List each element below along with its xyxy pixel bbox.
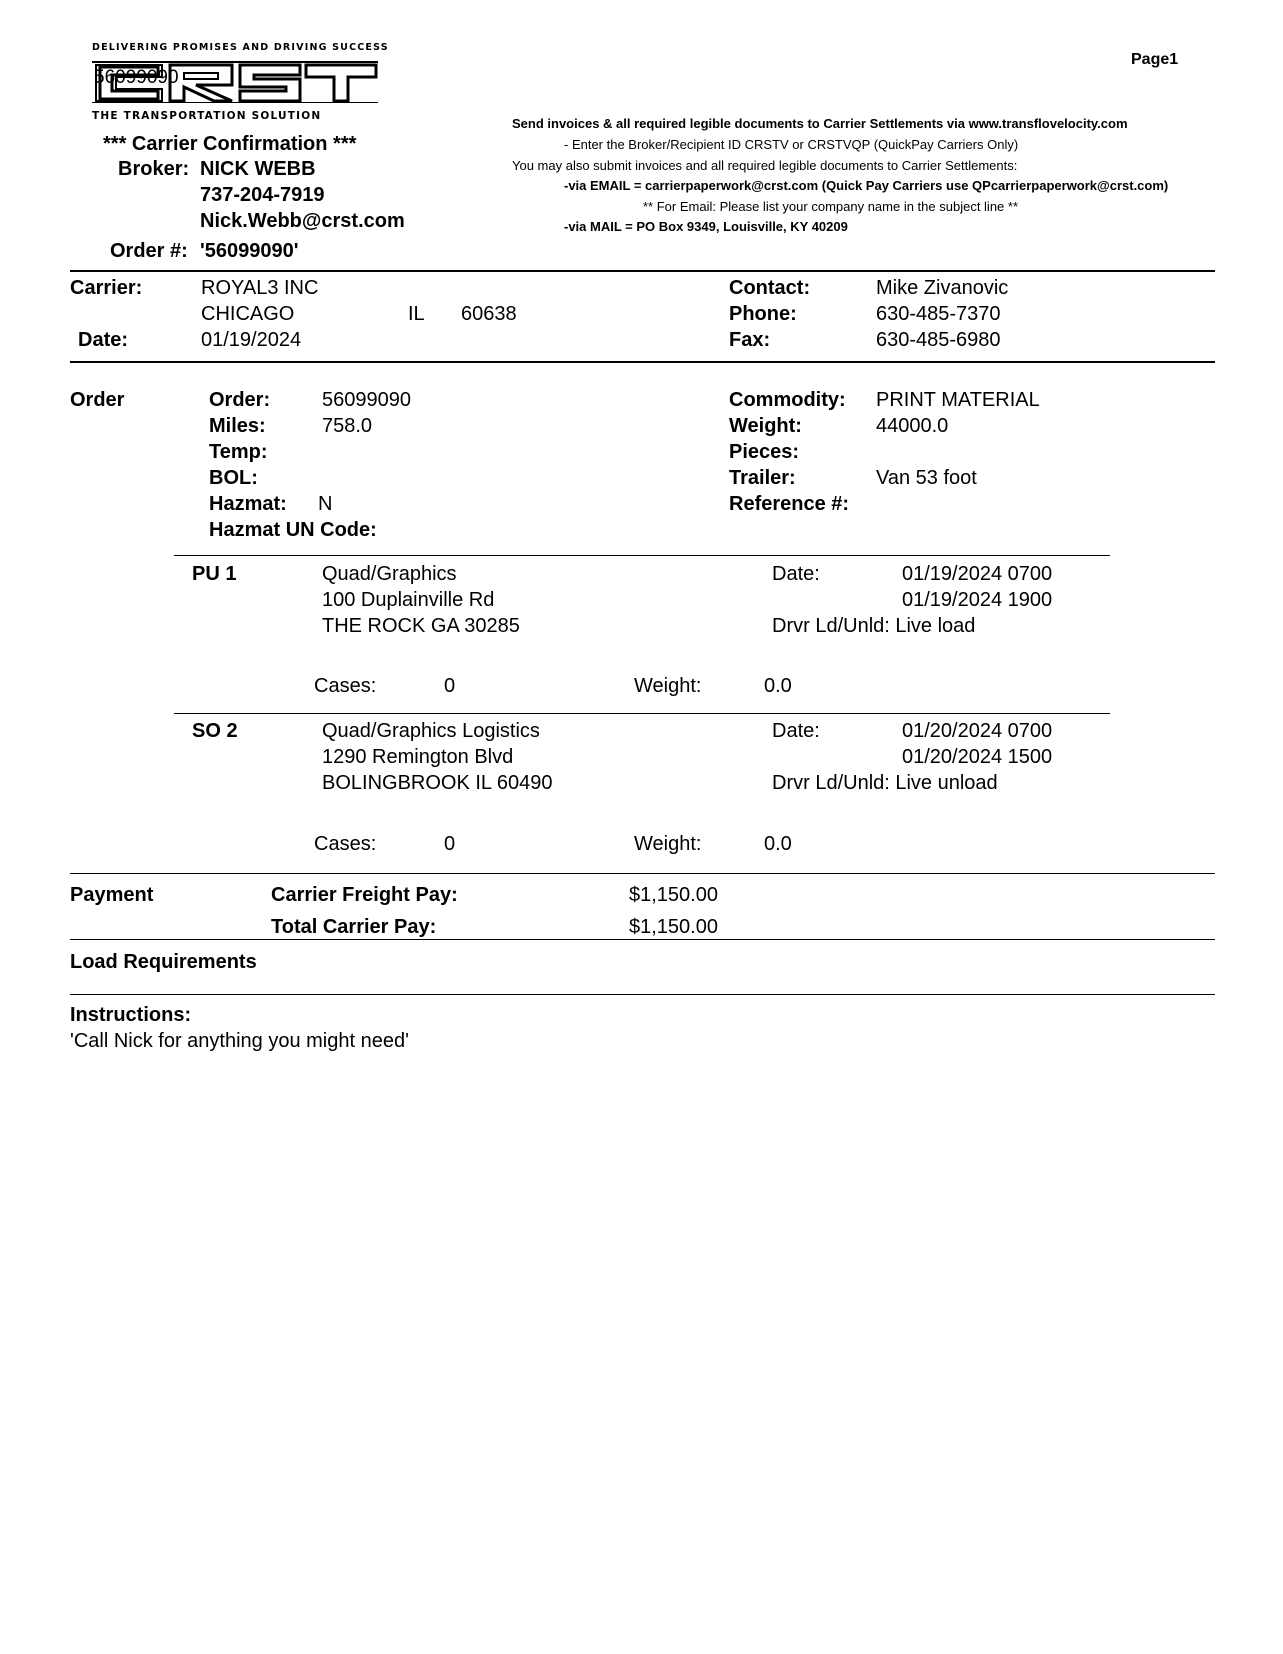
stop-code: PU 1 (192, 563, 237, 585)
fax-label: Fax: (729, 329, 771, 351)
carrier-city: CHICAGO (201, 303, 295, 325)
stop-city: BOLINGBROOK IL 60490 (322, 772, 553, 794)
stop-date-label: Date: (772, 720, 820, 742)
stop-driver-load: Drvr Ld/Unld: Live load (772, 615, 976, 637)
stop-date-to: 01/20/2024 1500 (902, 746, 1053, 768)
freight-pay-value: $1,150.00 (629, 884, 718, 906)
page-number: Page1 (1131, 51, 1179, 68)
weight-label: Weight: (729, 415, 802, 437)
divider (70, 939, 1215, 940)
freight-pay-label: Carrier Freight Pay: (271, 884, 458, 906)
contact-name: Mike Zivanovic (876, 277, 1009, 299)
stop-date-from: 01/20/2024 0700 (902, 720, 1053, 742)
stop-code: SO 2 (192, 720, 238, 742)
stop-driver-load: Drvr Ld/Unld: Live unload (772, 772, 998, 794)
invoice-info-email-note: ** For Email: Please list your company name in the subject line ** (643, 199, 1019, 214)
invoice-info-email: -via EMAIL = carrierpaperwork@crst.com (Quick Pay Carriers use QPcarrierpaperwork@crst.com) (564, 178, 1169, 193)
stop-date-label: Date: (772, 563, 820, 585)
commodity-value: PRINT MATERIAL (876, 389, 1040, 411)
divider (70, 270, 1215, 272)
stop-name: Quad/Graphics Logistics (322, 720, 540, 742)
divider (70, 361, 1215, 363)
broker-name: NICK WEBB (200, 158, 316, 180)
divider (70, 994, 1215, 995)
order-label: Order: (209, 389, 271, 411)
carrier-label: Carrier: (70, 277, 143, 299)
invoice-info-line-1: Send invoices & all required legible documents to Carrier Settlements via www.transflovelocity.com (512, 116, 1128, 131)
stop-date-from: 01/19/2024 0700 (902, 563, 1053, 585)
stop-weight-value: 0.0 (764, 675, 792, 697)
commodity-label: Commodity: (729, 389, 846, 411)
contact-fax: 630-485-6980 (876, 329, 1001, 351)
total-pay-value: $1,150.00 (629, 916, 718, 938)
invoice-info-line-3: You may also submit invoices and all required legible documents to Carrier Settlements: (512, 158, 1018, 173)
stop-date-to: 01/19/2024 1900 (902, 589, 1053, 611)
divider (174, 713, 1110, 714)
logo-overlay-order: 56099090 (94, 67, 179, 88)
total-pay-label: Total Carrier Pay: (271, 916, 437, 938)
payment-section-label: Payment (70, 884, 154, 906)
order-section-label: Order (70, 389, 125, 411)
stop-cases-value: 0 (444, 675, 456, 697)
order-value: 56099090 (322, 389, 411, 411)
weight-value: 44000.0 (876, 415, 949, 437)
contact-phone: 630-485-7370 (876, 303, 1001, 325)
contact-label: Contact: (729, 277, 811, 299)
stop-cases-label: Cases: (314, 833, 377, 855)
instructions-label: Instructions: (70, 1004, 192, 1026)
stop-address: 1290 Remington Blvd (322, 746, 514, 768)
stop-weight-value: 0.0 (764, 833, 792, 855)
temp-label: Temp: (209, 441, 268, 463)
trailer-value: Van 53 foot (876, 467, 977, 489)
phone-label: Phone: (729, 303, 797, 325)
logo-tagline-bottom: THE TRANSPORTATION SOLUTION (92, 110, 322, 122)
carrier-state: IL (408, 303, 425, 325)
miles-value: 758.0 (322, 415, 373, 437)
order-number-label: Order #: (110, 240, 188, 262)
trailer-label: Trailer: (729, 467, 796, 489)
carrier-name: ROYAL3 INC (201, 277, 319, 299)
stop-city: THE ROCK GA 30285 (322, 615, 520, 637)
invoice-info-mail: -via MAIL = PO Box 9349, Louisville, KY 40209 (564, 219, 848, 234)
order-number-value: '56099090' (200, 240, 299, 262)
stop-address: 100 Duplainville Rd (322, 589, 495, 611)
stop-weight-label: Weight: (634, 675, 702, 697)
broker-label: Broker: (118, 158, 190, 180)
carrier-date-label: Date: (78, 329, 129, 351)
stop-cases-label: Cases: (314, 675, 377, 697)
reference-label: Reference #: (729, 493, 850, 515)
stop-cases-value: 0 (444, 833, 456, 855)
broker-phone: 737-204-7919 (200, 184, 325, 206)
confirmation-title: *** Carrier Confirmation *** (103, 133, 357, 155)
hazmat-label: Hazmat: (209, 493, 287, 515)
divider (174, 555, 1110, 556)
broker-email: Nick.Webb@crst.com (200, 210, 405, 232)
load-requirements-label: Load Requirements (70, 951, 257, 973)
instructions-text: 'Call Nick for anything you might need' (70, 1030, 409, 1052)
stop-weight-label: Weight: (634, 833, 702, 855)
carrier-date: 01/19/2024 (201, 329, 302, 351)
carrier-zip: 60638 (461, 303, 517, 325)
crst-logo (92, 42, 389, 122)
hazmat-un-label: Hazmat UN Code: (209, 519, 377, 541)
hazmat-value: N (318, 493, 333, 515)
miles-label: Miles: (209, 415, 266, 437)
divider (70, 873, 1215, 874)
bol-label: BOL: (209, 467, 258, 489)
stop-name: Quad/Graphics (322, 563, 457, 585)
pieces-label: Pieces: (729, 441, 800, 463)
invoice-info-line-2: - Enter the Broker/Recipient ID CRSTV or CRSTVQP (QuickPay Carriers Only) (564, 137, 1019, 152)
logo-tagline-top: DELIVERING PROMISES AND DRIVING SUCCESS (92, 42, 389, 53)
